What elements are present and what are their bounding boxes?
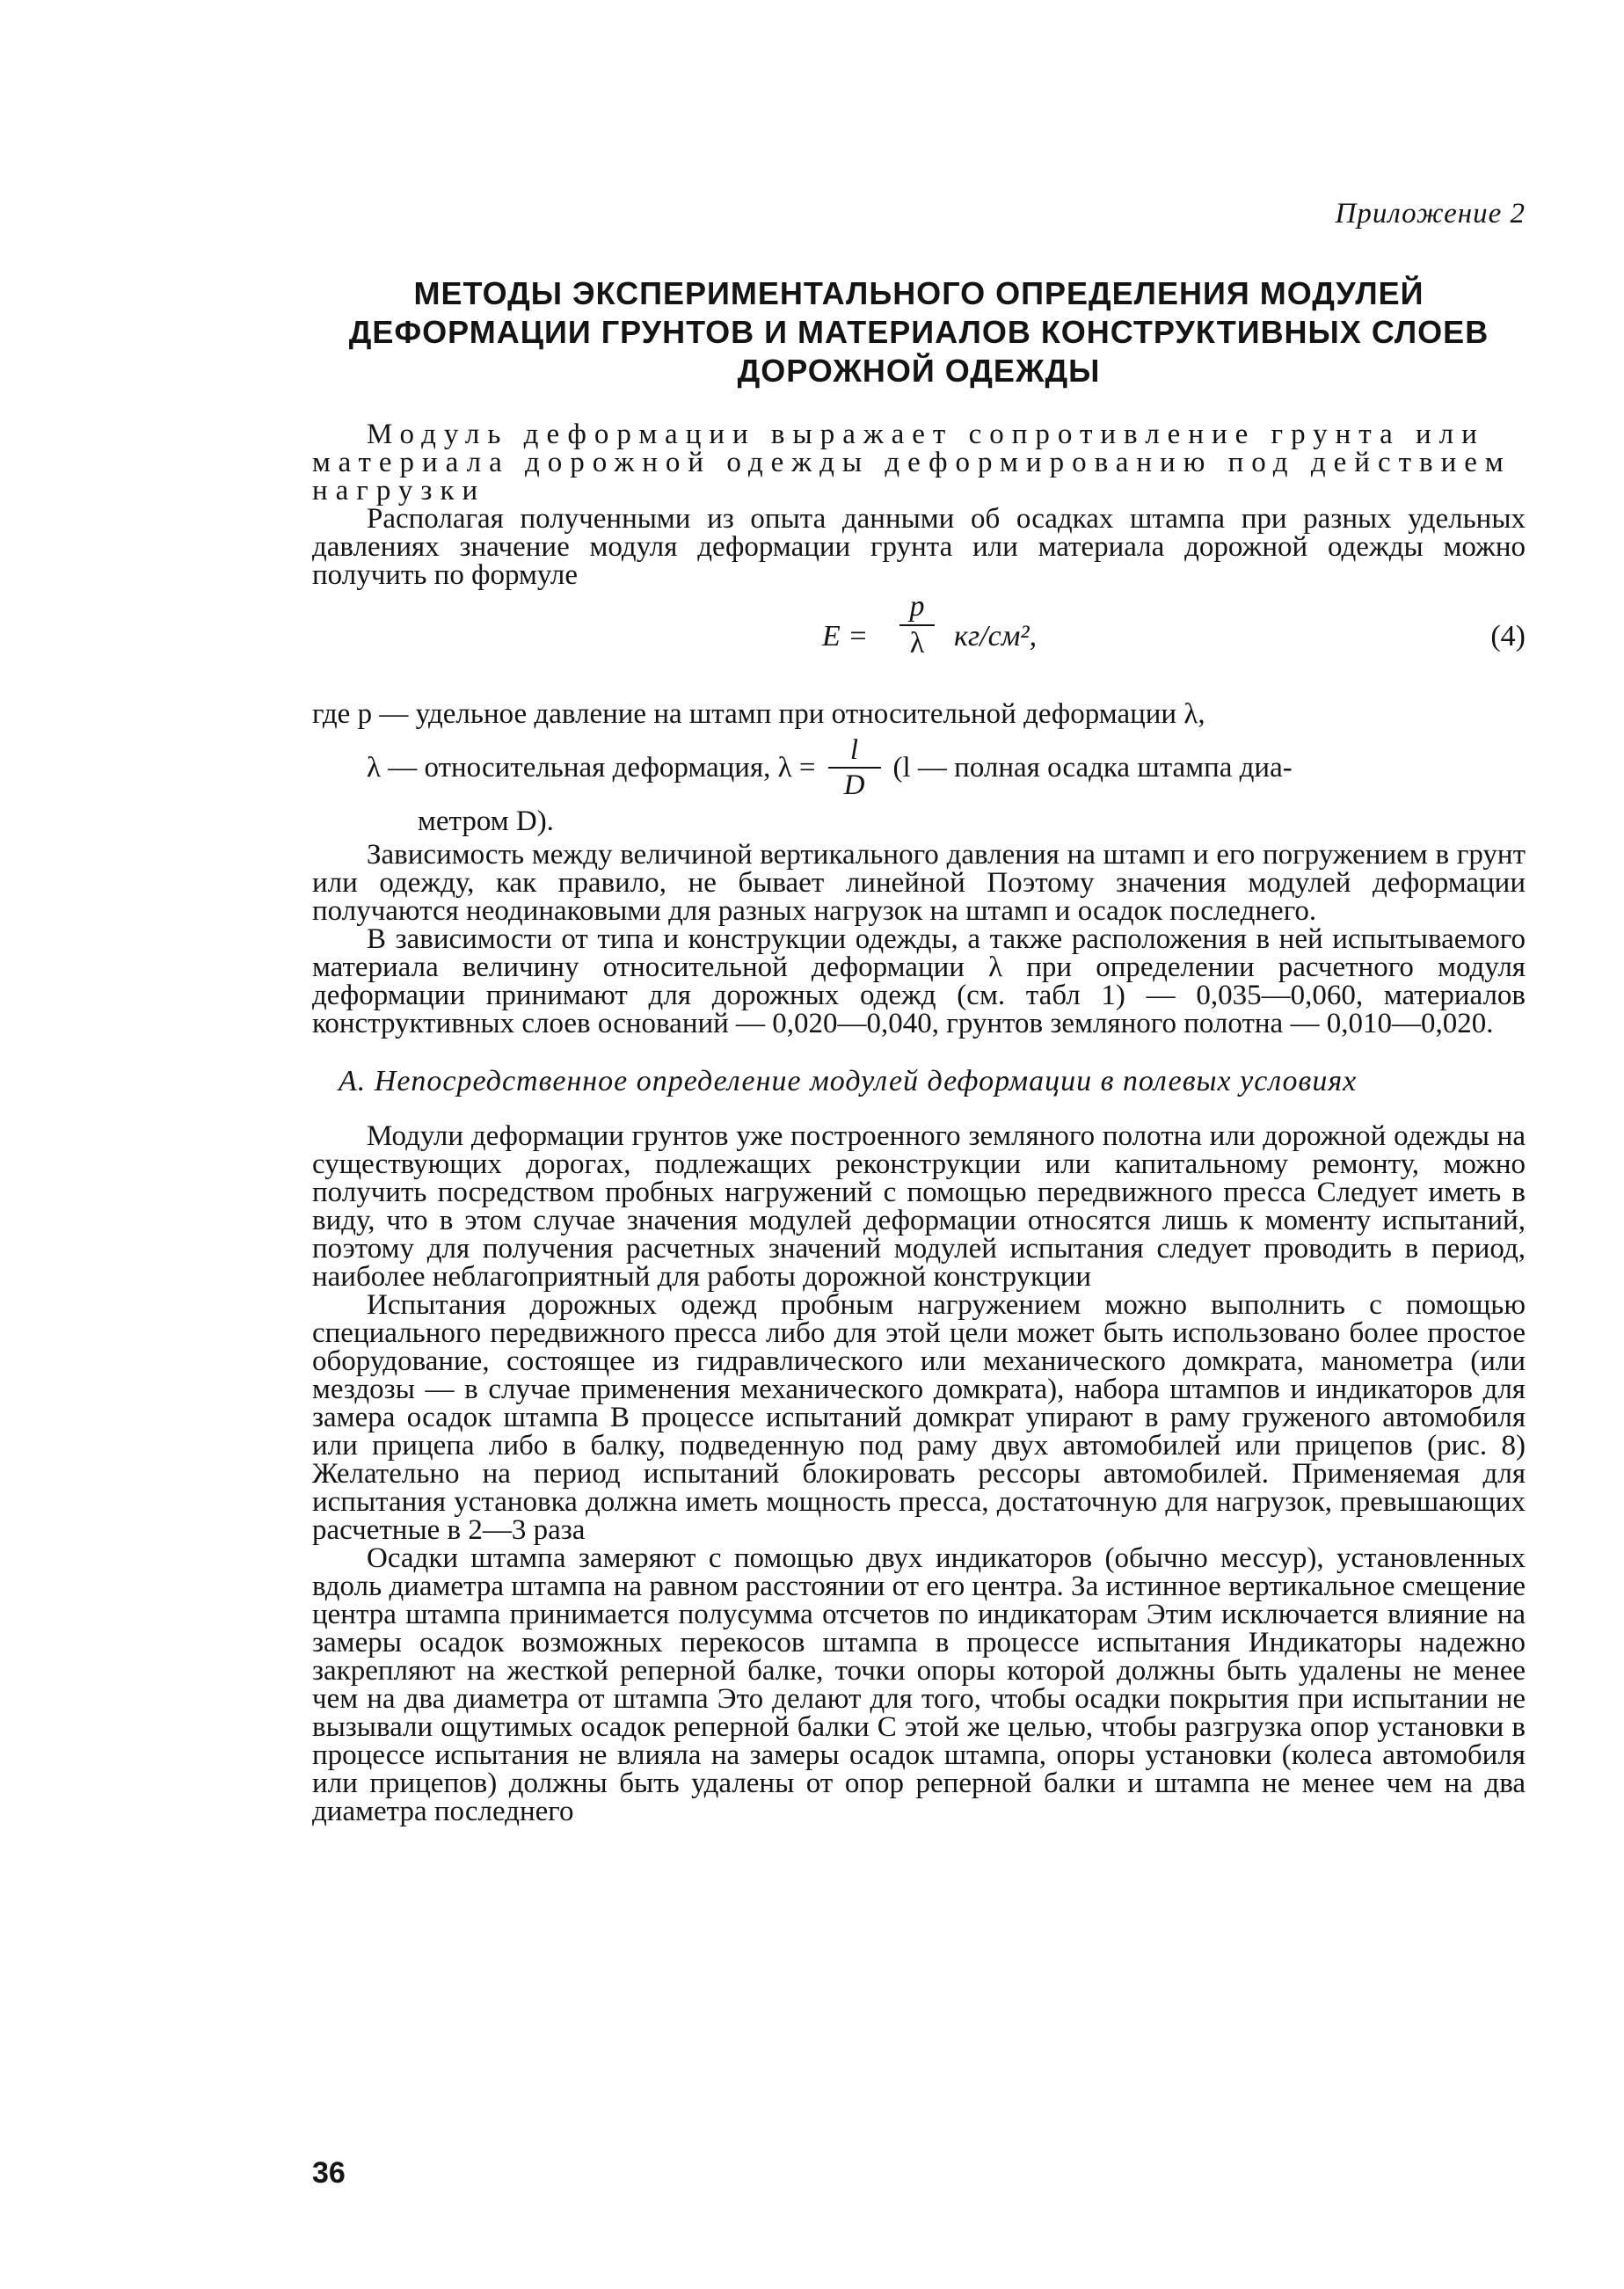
where-line-metrom: метром D). [418,806,554,837]
lambda-prefix: λ — относительная деформация, λ = [367,752,816,784]
paragraph: Зависимость между величиной вертикального давления на штамп и его погружением в грунт или одежду, как правило, не бывает линейной Поэтому значения модулей деформации получаются неодинаковыми для разных нагрузок на штамп и осадок последнего. [312,839,1526,927]
formula-numerator: p [899,589,935,626]
title-line-1: МЕТОДЫ ЭКСПЕРИМЕНТАЛЬНОГО ОПРЕДЕЛЕНИЯ МОДУЛЕЙ [413,275,1424,311]
lambda-numerator: l [828,733,881,769]
formula-denominator: λ [909,627,925,660]
formula-number: (4) [1490,620,1526,652]
body-text [312,420,1526,1826]
page-number: 36 [312,2156,346,2190]
formula-lhs: E = [822,620,869,652]
paragraph: Осадки штампа замеряют с помощью двух индикаторов (обычно мессур), установленных вдоль диаметра штампа на равном расстоянии от его центра. За истинное вертикальное смещение центра штампа принимается полусумма отсчетов по индикаторам Этим исключается влияние на замеры осадок возможных перекосов штампа в процессе испытания Индикаторы надежно закрепляют на жесткой реперной балке, точки опоры которой должны быть удалены не менее чем на два диаметра от штампа Это делают для того, чтобы осадки покрытия при испытании не вызывали ощутимых осадок реперной балки С этой же целью, чтобы разгрузка опор установки в процессе испытания не влияла на замеры осадок штампа, опоры установки (колеса автомобиля или прицепов) должны быть удалены от опор реперной балки и штампа не менее чем на два диаметра последнего [312,1542,1526,1827]
formula-4 [312,589,1526,693]
appendix-label: Приложение 2 [1335,198,1526,230]
lambda-suffix: (l — полная осадка штампа диа- [892,752,1293,784]
section-heading-a: А. Непосредственное определение модулей деформации в полевых условиях [339,1065,1358,1097]
title-line-3: ДОРОЖНОЙ ОДЕЖДЫ [737,353,1101,389]
page-title [312,274,1526,390]
where-line-p: где p — удельное давление на штамп при относительной деформации λ, [312,698,1205,730]
where-line-lambda [312,728,1526,807]
paragraph: В зависимости от типа и конструкции одежды, а также расположения в ней испытываемого материала величину относительной деформации λ при определении расчетного модуля деформации принимают для дорожных одежд (см. табл 1) — 0,035—0,060, материалов конструктивных слоев оснований — 0,020—0,040, грунтов земляного полотна — 0,010—0,020. [312,923,1526,1039]
lambda-fraction [828,733,881,802]
formula-unit: кг/см², [954,620,1038,652]
title-line-2: ДЕФОРМАЦИИ ГРУНТОВ И МАТЕРИАЛОВ КОНСТРУКТИВНЫХ СЛОЕВ [348,314,1489,350]
variable-definitions [312,700,1526,835]
definition-paragraph: Модуль деформации выражает сопротивление грунта или материала дорожной одежды деформированию под действием нагрузки [312,419,1511,507]
paragraph: Испытания дорожных одежд пробным нагружением можно выполнить с помощью специального передвижного пресса либо для этой цели может быть использовано более простое оборудование, состоящее из гидравлического или механического домкрата, манометра (или мездозы — в случае применения механического домкрата), набора штампов и индикаторов для замера осадок штампа В процессе испытаний домкрат упирают в раму груженого автомобиля или прицепа либо в балку, подведенную под раму двух автомобилей или прицепов (рис. 8) Желательно на период испытаний блокировать рессоры автомобилей. Применяемая для испытания установка должна иметь мощность пресса, достаточную для нагрузок, превышающих расчетные в 2—3 раза [312,1289,1526,1546]
formula-fraction [899,589,935,661]
lambda-denominator: D [843,769,865,801]
intro-paragraph: Располагая полученными из опыта данными об осадках штампа при разных удельных давлениях значение модуля деформации грунта или материала дорожной одежды можно получить по формуле [312,503,1526,591]
paragraph: Модули деформации грунтов уже построенного земляного полотна или дорожной одежды на существующих дорогах, подлежащих реконструкции или капитальному ремонту, можно получить посредством пробных нагружений с помощью передвижного пресса Следует иметь в виду, что в этом случае значения модулей деформации относятся лишь к моменту испытаний, поэтому для получения расчетных значений модулей испытания следует проводить в период, наиболее неблагоприятный для работы дорожной конструкции [312,1120,1526,1293]
